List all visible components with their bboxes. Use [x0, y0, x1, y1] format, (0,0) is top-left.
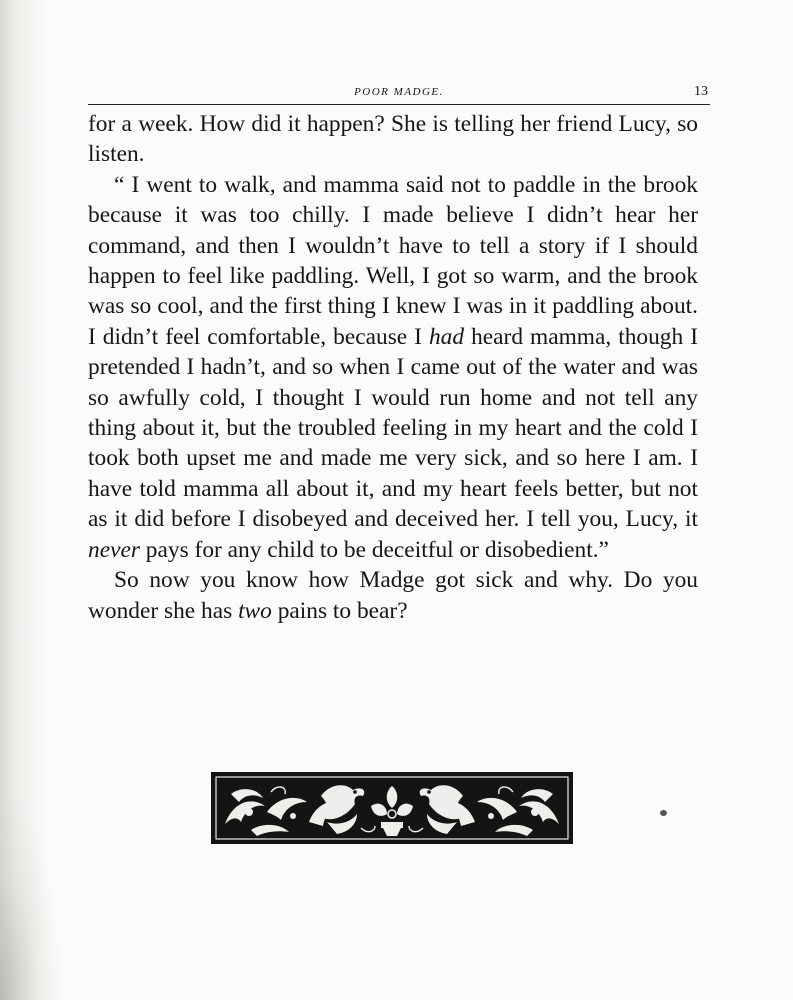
paragraph-3-part-a: So now you know how Madge got sick and why. Do you wonder she has [88, 567, 698, 624]
emphasis-had: had [428, 323, 465, 350]
paragraph-2-part-c: pays for any child to be deceitful or disobedient.” [139, 536, 609, 563]
emphasis-two: two [238, 597, 272, 624]
running-header [88, 80, 710, 102]
decorative-tailpiece-ornament [211, 772, 573, 844]
paragraph-2-part-b: heard mamma, though I pretended I hadn’t, and so when I came out of the water and was so awfully cold, I thought I would run home and not tell any thing about it, but the troubled feeling in my heart and the cold I took both upset me and made me very sick, and so here I am. I have told mamma all about it, and my heart feels better, but not as it did before I disobeyed and deceived her. I tell you, Lucy, it [88, 323, 698, 533]
paragraph-2 [88, 170, 698, 565]
body-text [88, 109, 698, 626]
running-title: POOR MADGE. [354, 86, 444, 98]
page-corner-stain [0, 800, 60, 1000]
paragraph-2-part-a: “ I went to walk, and mamma said not to paddle in the brook because it was too chilly. I made believe I didn’t hear her command, and then I wouldn’t have to tell a story if I should happen to feel like paddling. Well, I got so warm, and the brook was so cool, and the first thing I knew I was in it paddling about. I didn’t feel comfortable, because I [88, 171, 698, 350]
page-number: 13 [694, 84, 708, 99]
header-rule [88, 104, 710, 105]
paragraph-3 [88, 565, 698, 626]
ink-speck [660, 810, 667, 816]
paragraph-3-part-b: pains to bear? [271, 597, 408, 624]
book-page [88, 80, 710, 626]
paragraph-1: for a week. How did it happen? She is telling her friend Lucy, so listen. [88, 111, 698, 168]
emphasis-never: never [88, 536, 140, 563]
